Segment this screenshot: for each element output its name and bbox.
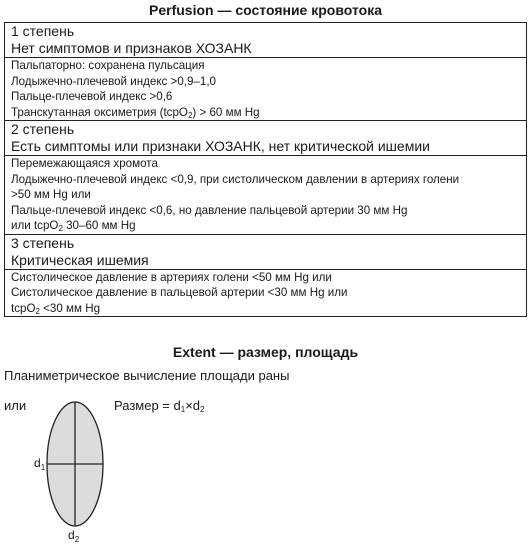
perfusion-title: Perfusion — состояние кровотока: [149, 2, 382, 18]
grade-3-name: 3 степень: [11, 234, 75, 251]
extent-title: Extent — размер, площадь: [172, 344, 359, 360]
size-formula: Размер = $d_1\times d_2$: [114, 398, 205, 414]
grade-1-criterion: Пальпаторно: сохранена пульсация: [11, 59, 205, 72]
grade-3-criterion: Систолическое давление в артериях голени <50 мм Hg или: [11, 270, 332, 284]
grade-1-criterion: Лодыжечно-плечевой индекс >0,9–1,0: [11, 74, 217, 88]
grade-3-summary: Критическая ишемия: [11, 251, 149, 268]
d1-label: $d_1$: [34, 456, 46, 472]
grade-2-criterion: >50 мм Hg или: [11, 188, 91, 201]
or-label: или: [4, 398, 27, 413]
grade-2-criterion: Пальце-плечевой индекс <0,6, но давление пальцевой артерии 30 мм Hg: [11, 203, 408, 217]
grade-1-summary: Нет симптомов и признаков ХОЗАНК: [11, 40, 252, 56]
grade-3-criterion: Систолическое давление в пальцевой артерии <30 мм Hg или: [11, 286, 348, 299]
planimetry-text: Планиметрическое вычисление площади раны: [4, 368, 290, 383]
grade-1-name: 1 степень: [11, 23, 75, 39]
grade-2-criterion: Лодыжечно-плечевой индекс <0,9, при систолическом давлении в артериях голени: [11, 172, 460, 186]
grade-2-criterion: Перемежающаяся хромота: [11, 157, 158, 170]
grade-2-summary: Есть симптомы или признаки ХОЗАНК, нет критической ишемии: [11, 138, 430, 154]
grade-1-tcpo2: Транскутанная оксиметрия (tcpO$_2$) > 60 мм Hg: [11, 105, 260, 120]
grade-1-criterion: Пальце-плечевой индекс >0,6: [11, 90, 173, 103]
d2-label: $d_2$: [68, 528, 80, 544]
grade-2-name: 2 степень: [11, 121, 75, 137]
grade-3-tcpo2: tcpO$_2$ <30 мм Hg: [11, 301, 101, 316]
grade-2-tcpo2: или tcpO$_2$ 30–60 мм Hg: [11, 219, 136, 233]
